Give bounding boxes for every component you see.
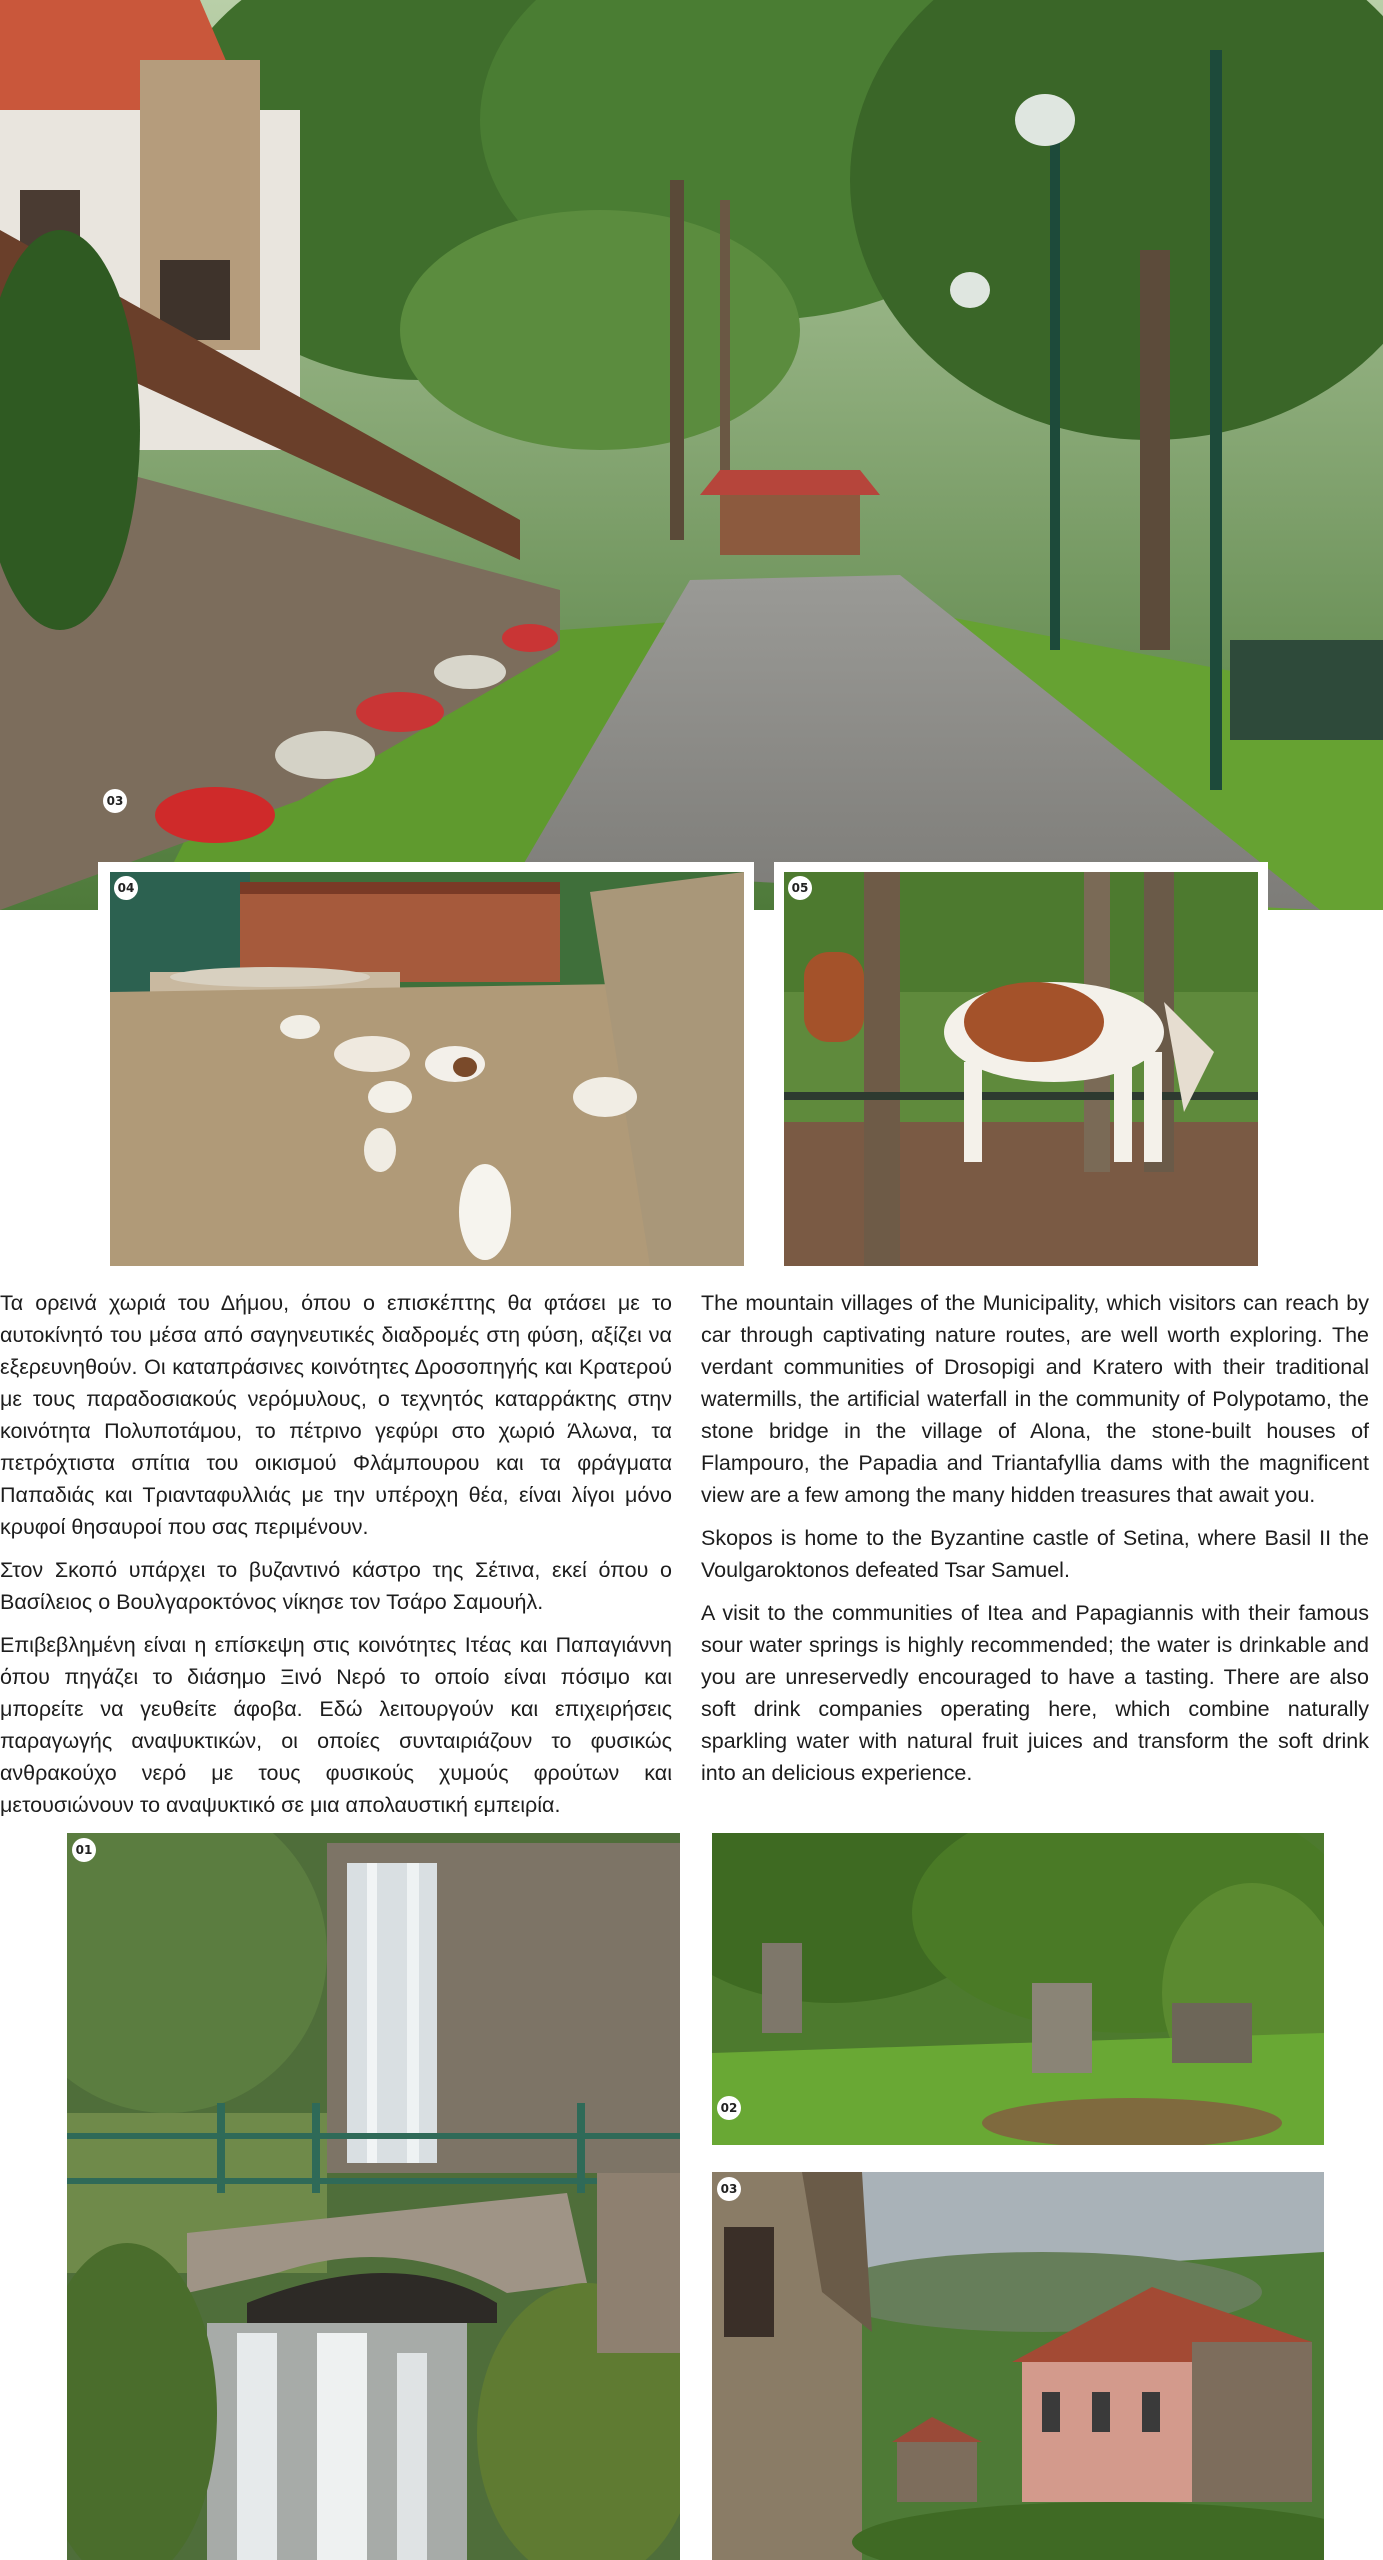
english-paragraph: The mountain villages of the Municipality, which visitors can reach by car through captivating nature routes, are well worth exploring. The verdant communities of Drosopigi and Kratero with their traditional watermills, the artificial waterfall in the community of Polypotamo, the stone bridge in the village of Alona, the stone-built houses of Flampouro, the Papadia and Triantafyllia dams with the magnificent view are a few among the many hidden treasures that await you. bbox=[701, 1291, 1369, 1507]
greek-paragraph: Τα ορεινά χωριά του Δήμου, όπου ο επισκέπτης θα φτάσει με το αυτοκίνητό του μέσα από σαγηνευτικές διαδρομές στη φύση, αξίζει να εξερευνηθούν. Οι καταπράσινες κοινότητες Δροσοπηγής και Κρατερού με τους παραδοσιακούς νερόμυλους, ο τεχνητός καταρράκτης στην κοινότητα Πολυποτάμου, το πέτρινο γεφύρι στο χωριό Άλωνα, τα πετρόχτιστα σπίτια του οικισμού Φλάμπουρου και τα φράγματα Παπαδιάς και Τριανταφυλλιάς με την υπέροχη θέα, είναι λίγοι μόνο κρυφοί θησαυροί που σας περιμένουν. bbox=[0, 1291, 672, 1539]
greek-paragraph: Στον Σκοπό υπάρχει το βυζαντινό κάστρο της Σέτινα, εκεί όπου ο Βασίλειος ο Βουλγαροκτόνος νίκησε τον Τσάρο Σαμουήλ. bbox=[0, 1558, 672, 1614]
greek-text-column bbox=[0, 1287, 672, 1832]
photo-goats bbox=[110, 872, 744, 1266]
photo-waterfall bbox=[67, 1833, 680, 2560]
photo-number-badge: 04 bbox=[114, 876, 138, 900]
photo-number-badge: 03 bbox=[717, 2177, 741, 2201]
photo-park-path bbox=[0, 0, 1383, 910]
photo-number-badge: 03 bbox=[103, 789, 127, 813]
photo-horse bbox=[784, 872, 1258, 1266]
greek-paragraph: Επιβεβλημένη είναι η επίσκεψη στις κοινότητες Ιτέας και Παπαγιάννη όπου πηγάζει το διάσημο Ξινό Νερό το οποίο είναι πόσιμο και μπορείτε να γευθείτε άφοβα. Εδώ λειτουργούν και επιχειρήσεις παραγωγής αναψυκτικών, οι οποίες συνταιριάζουν το φυσικώς ανθρακούχο νερό με τους φυσικούς χυμούς φρούτων και μετουσιώνουν το αναψυκτικό σε μια απολαυστική εμπειρία. bbox=[0, 1633, 672, 1817]
photo-stone-houses bbox=[712, 2172, 1324, 2560]
photo-watermill-ruins bbox=[712, 1833, 1324, 2145]
english-paragraph: A visit to the communities of Itea and Papagiannis with their famous sour water springs is highly recommended; the water is drinkable and you are unreservedly encouraged to have a tasting. There are also soft drink companies operating here, which combine naturally sparkling water with natural fruit juices and transform the soft drink into an delicious experience. bbox=[701, 1601, 1369, 1785]
english-text-column bbox=[701, 1287, 1369, 1800]
photo-number-badge: 05 bbox=[788, 876, 812, 900]
english-paragraph: Skopos is home to the Byzantine castle of Setina, where Basil II the Voulgaroktonos defeated Tsar Samuel. bbox=[701, 1526, 1369, 1582]
photo-number-badge: 02 bbox=[717, 2096, 741, 2120]
photo-number-badge: 01 bbox=[72, 1838, 96, 1862]
